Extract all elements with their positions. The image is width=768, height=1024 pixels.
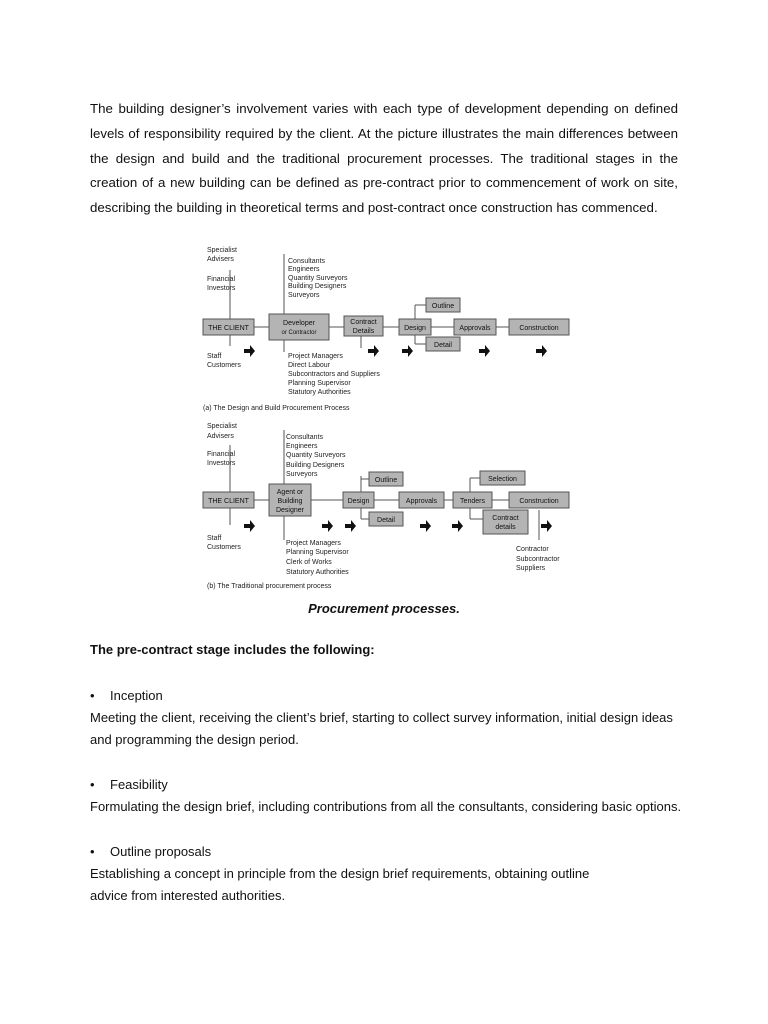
- label: Staff: [207, 353, 222, 360]
- label: Surveyors: [286, 471, 318, 478]
- label: Building Designers: [286, 462, 345, 469]
- label: Advisers: [207, 256, 234, 263]
- label: Statutory Authorities: [288, 389, 351, 396]
- box-label: Building: [277, 498, 303, 505]
- label: Subcontractors and Suppliers: [288, 371, 380, 378]
- box-label: or Contractor: [281, 330, 317, 336]
- stage-description-line: advice from interested authorities.: [90, 888, 286, 903]
- label: Clerk of Works: [286, 559, 332, 566]
- box-label: Details: [352, 328, 375, 335]
- label: Advisers: [207, 433, 234, 440]
- caption-a: (a) The Design and Build Procurement Process: [203, 405, 350, 412]
- label: Contractor: [516, 546, 549, 553]
- label: Engineers: [288, 266, 320, 273]
- box-label: Design: [347, 498, 370, 505]
- box-label: THE CLIENT: [208, 498, 249, 505]
- arrow-icon: [536, 345, 547, 357]
- label: Investors: [207, 460, 236, 467]
- label: Quantity Surveyors: [286, 452, 346, 459]
- box-label: Designer: [275, 507, 305, 514]
- stage-inception: [90, 688, 163, 703]
- label: Subcontractor: [516, 556, 560, 563]
- label: Planning Supervisor: [288, 380, 351, 387]
- intro-paragraph: The building designer’s involvement varies with each type of development depending on defined levels of responsibility required by the client. At the picture illustrates the main differences between the design and build and the traditional procurement processes. The traditional stages in the creation of a new building can be defined as pre-contract prior to commencement of work on site, describing the building in theoretical terms and post-contract once construction has commenced.: [90, 101, 678, 216]
- arrow-icon: [541, 520, 552, 532]
- label: Investors: [207, 285, 236, 292]
- label: Surveyors: [288, 292, 320, 299]
- label: Direct Labour: [288, 362, 331, 369]
- arrow-icon: [322, 520, 333, 532]
- bullet-icon: •: [90, 844, 95, 859]
- stage-title: Feasibility: [110, 777, 168, 792]
- label: Quantity Surveyors: [288, 275, 348, 282]
- box-label: Detail: [377, 517, 395, 524]
- arrow-icon: [345, 520, 356, 532]
- box-label: Design: [404, 325, 426, 332]
- label: Specialist: [207, 247, 237, 254]
- bullet-icon: •: [90, 777, 95, 792]
- arrow-icon: [368, 345, 379, 357]
- box-label: Contract: [350, 319, 377, 326]
- figure-caption: Procurement processes.: [308, 601, 460, 616]
- label: Consultants: [288, 258, 325, 265]
- stage-description: Formulating the design brief, including contributions from all the consultants, considering basic options.: [90, 799, 682, 814]
- box-label: Construction: [519, 498, 559, 505]
- stage-description: [90, 863, 690, 907]
- label: Suppliers: [516, 565, 546, 572]
- box-label: Construction: [519, 325, 559, 332]
- label: Financial: [207, 276, 236, 283]
- arrow-icon: [244, 520, 255, 532]
- arrow-icon: [402, 345, 413, 357]
- precontract-heading: The pre-contract stage includes the following:: [90, 642, 375, 657]
- box-label: THE CLIENT: [208, 325, 249, 332]
- label: Staff: [207, 535, 222, 542]
- label: Customers: [207, 544, 241, 551]
- developer-box: [269, 314, 329, 340]
- bullet-icon: •: [90, 688, 95, 703]
- procurement-diagram: [196, 240, 576, 595]
- box-label: Detail: [434, 342, 452, 349]
- stage-description-line: Establishing a concept in principle from the design brief requirements, obtaining outline: [90, 866, 590, 881]
- stage-description: Meeting the client, receiving the client’s brief, starting to collect survey information, initial design ideas and programming the design period.: [90, 710, 673, 747]
- box-label: Approvals: [405, 498, 438, 505]
- stage-feasibility: [90, 777, 168, 792]
- box-label: Tenders: [460, 498, 485, 505]
- box-label: Outline: [374, 477, 398, 484]
- box-label: Agent or: [276, 489, 304, 496]
- label: Building Designers: [288, 283, 347, 290]
- arrow-icon: [479, 345, 490, 357]
- stage-title: Outline proposals: [110, 844, 212, 859]
- box-label: Contract: [492, 515, 519, 522]
- label: Statutory Authorities: [286, 569, 349, 576]
- box-label: Outline: [431, 303, 455, 310]
- box-label: Selection: [488, 476, 517, 483]
- label: Customers: [207, 362, 241, 369]
- arrow-icon: [452, 520, 463, 532]
- box-label: details: [495, 524, 516, 531]
- label: Project Managers: [288, 353, 343, 360]
- stage-outline-proposals: [90, 844, 211, 859]
- label: Project Managers: [286, 540, 341, 547]
- arrow-icon: [244, 345, 255, 357]
- label: Financial: [207, 451, 236, 458]
- label: Planning Supervisor: [286, 549, 349, 556]
- stage-title: Inception: [110, 688, 163, 703]
- box-label: Developer: [283, 320, 315, 327]
- label: Consultants: [286, 434, 323, 441]
- arrow-icon: [420, 520, 431, 532]
- box-label: Approvals: [459, 325, 491, 332]
- label: Engineers: [286, 443, 318, 450]
- label: Specialist: [207, 423, 237, 430]
- caption-b: (b) The Traditional procurement process: [207, 583, 332, 590]
